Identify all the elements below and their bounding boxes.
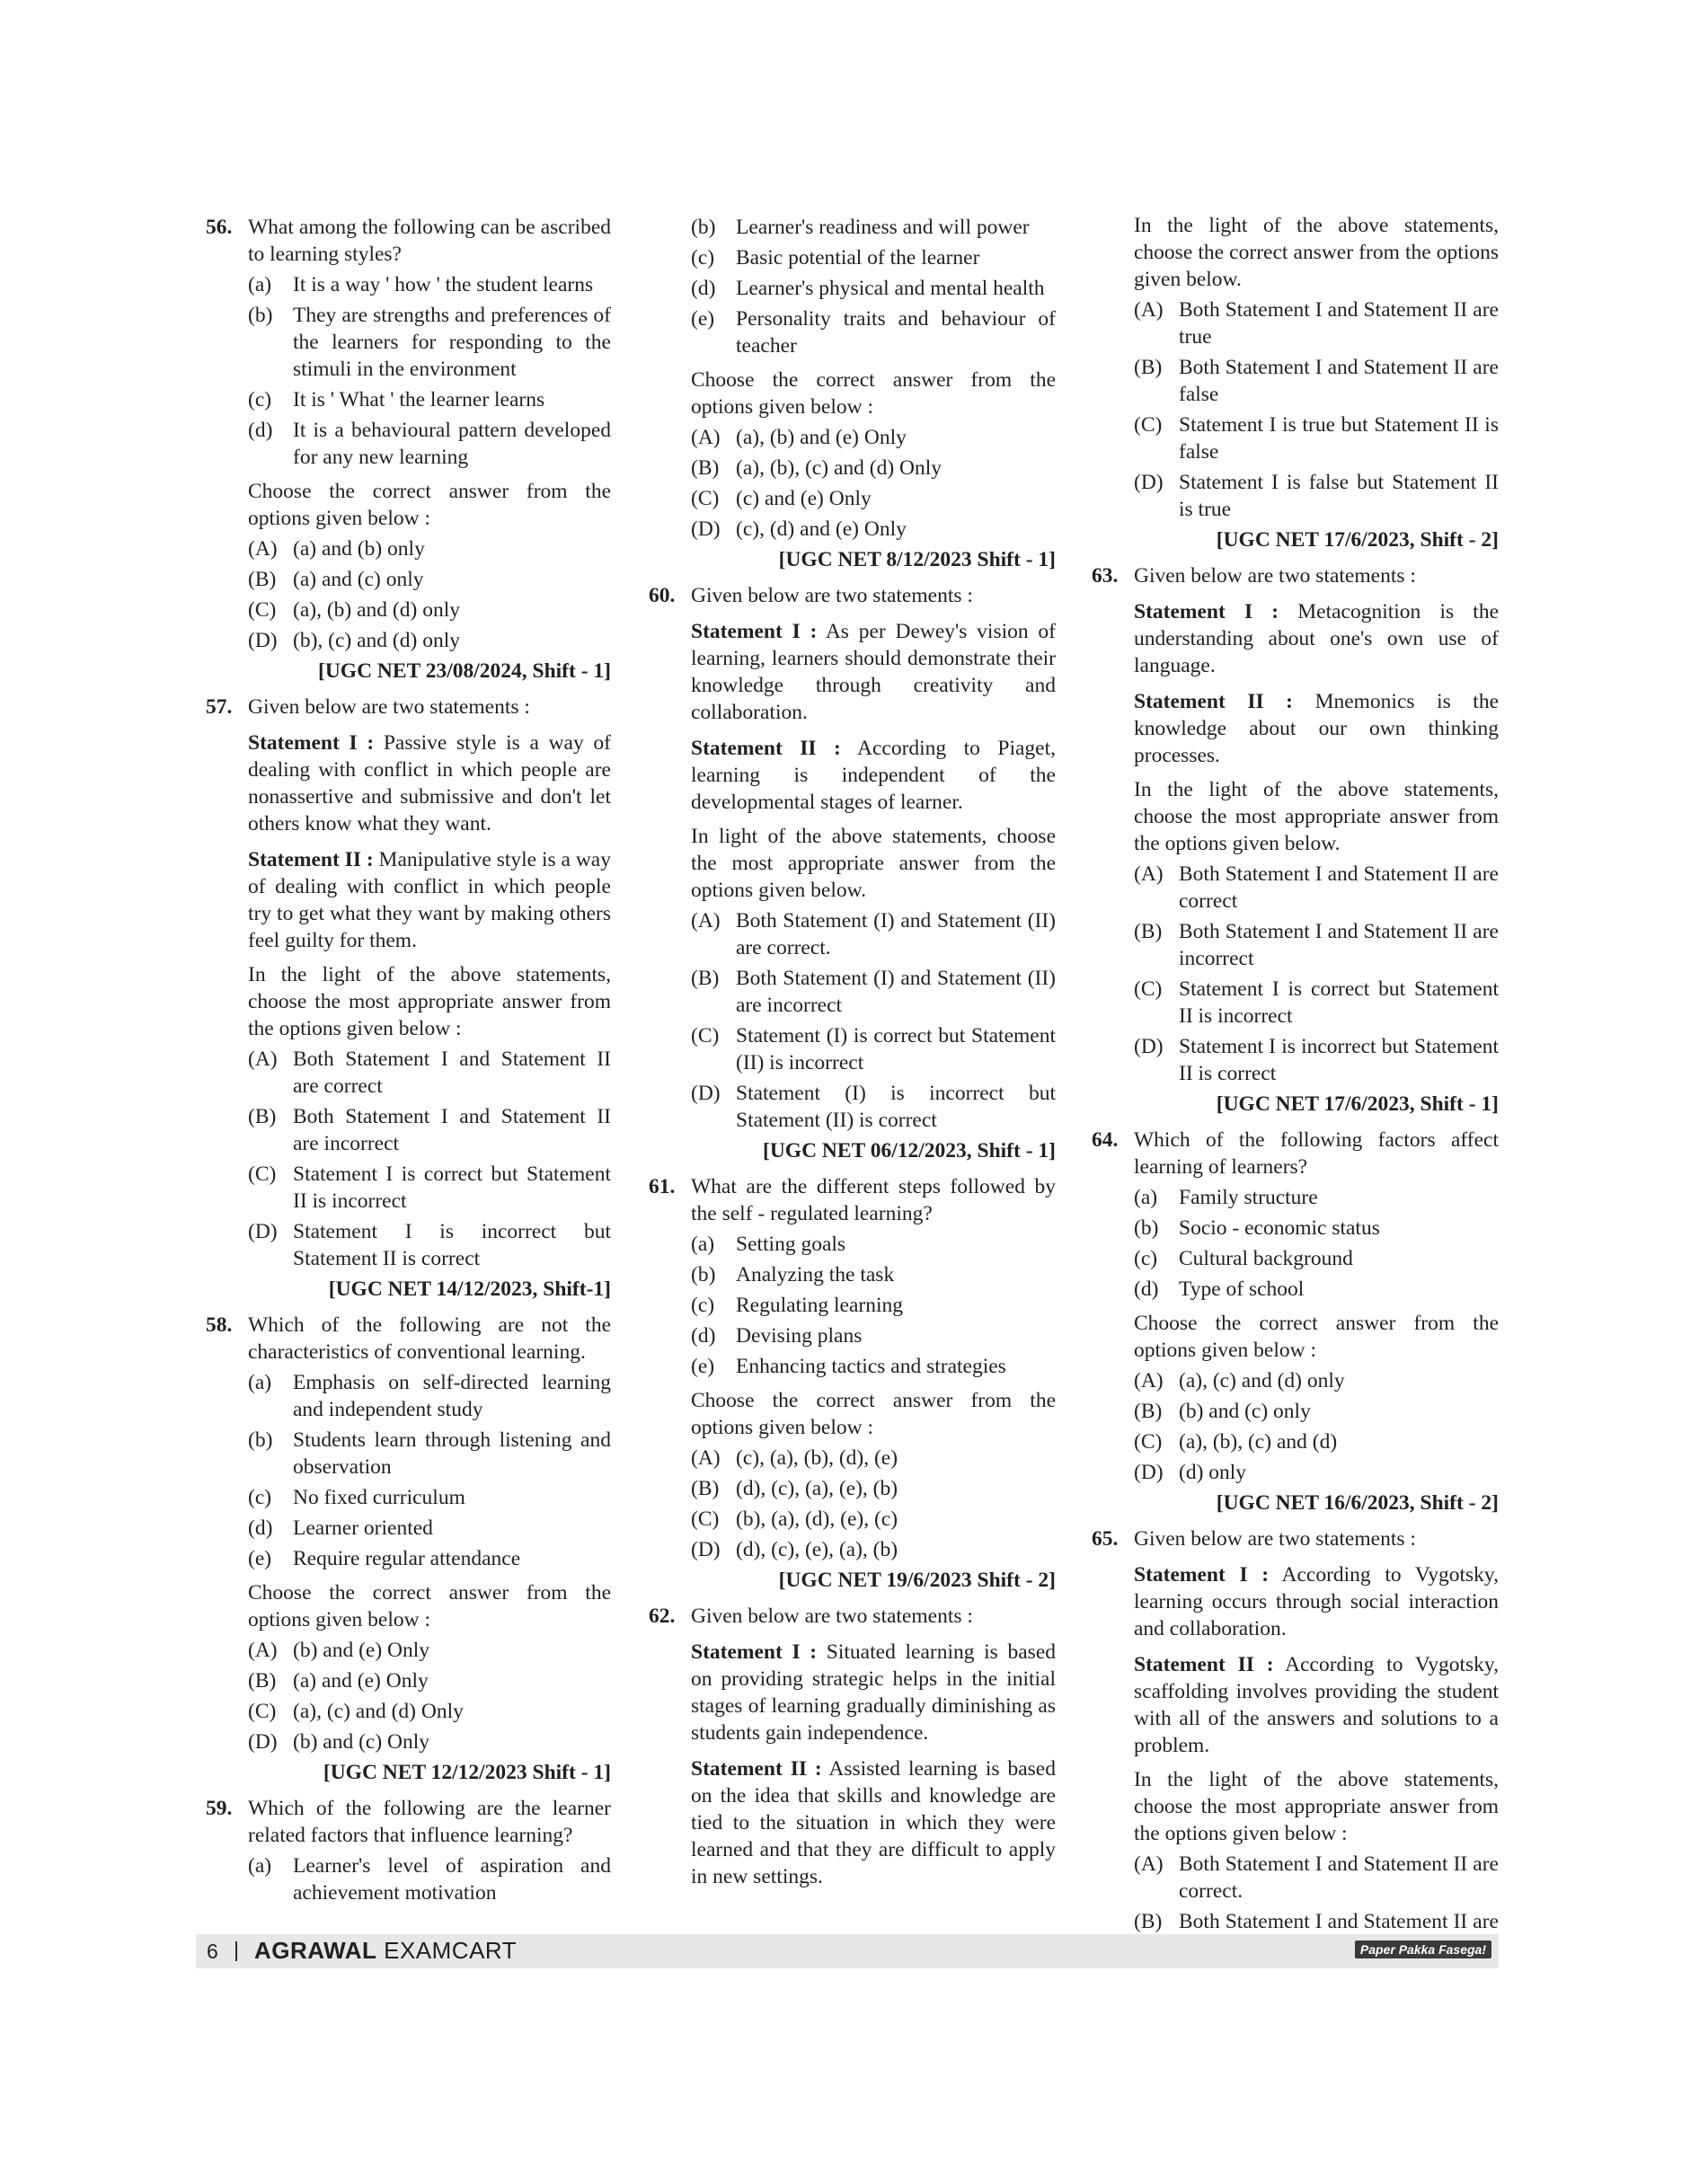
question-prompt: Choose the correct answer from the options given below :: [248, 480, 611, 530]
question-62-continued: [1087, 212, 1499, 553]
question-59: [201, 1795, 611, 1906]
answer-option: (B) (a) and (c) only: [248, 568, 424, 591]
list-item: (b) Learner's readiness and will power: [691, 216, 1030, 239]
list-item: (e) Personality traits and behaviour of teacher: [691, 307, 1056, 358]
question-text: Given below are two statements :: [248, 695, 530, 719]
question-text: Given below are two statements :: [1134, 1527, 1416, 1551]
question-prompt: In the light of the above statements, choose the most appropriate answer from the options given below :: [248, 963, 611, 1040]
question-62: [644, 1603, 1056, 1890]
question-number: 58.: [206, 1313, 233, 1337]
list-item: (b) Socio - economic status: [1134, 1216, 1380, 1240]
answer-option: (C) (c) and (e) Only: [691, 487, 872, 510]
answer-option: (C) (a), (b), (c) and (d): [1134, 1430, 1338, 1454]
answer-option: (B) (d), (c), (a), (e), (b): [691, 1477, 898, 1500]
brand-logo: AGRAWAL EXAMCART: [254, 1937, 518, 1964]
question-number: 60.: [649, 584, 676, 607]
answer-option: (A) Both Statement I and Statement II are true: [1134, 298, 1499, 349]
statement-1: Statement I : According to Vygotsky, learning occurs through social interaction and collaboration.: [1134, 1563, 1499, 1640]
answer-option: (A) Both Statement I and Statement II are correct: [1134, 862, 1499, 913]
question-prompt: In the light of the above statements, choose the most appropriate answer from the options given below :: [1134, 1768, 1499, 1845]
column-1: [201, 214, 611, 1915]
list-item: (b) They are strengths and preferences of the learners for responding to the stimuli in the environment: [248, 304, 611, 381]
tagline-badge: Paper Pakka Fasega!: [1355, 1940, 1491, 1958]
exam-reference: [UGC NET 16/6/2023, Shift - 2]: [1216, 1491, 1499, 1515]
answer-option: (C) (a), (b) and (d) only: [248, 598, 460, 622]
answer-option: (A) (a), (c) and (d) only: [1134, 1369, 1345, 1392]
list-item: (a) Learner's level of aspiration and achievement motivation: [248, 1854, 611, 1905]
list-item: (a) Setting goals: [691, 1233, 846, 1256]
list-item: (d) Learner's physical and mental health: [691, 277, 1045, 300]
answer-option: (A) (b) and (e) Only: [248, 1639, 430, 1662]
footer-separator: |: [234, 1938, 239, 1961]
question-prompt: Choose the correct answer from the options given below :: [248, 1581, 611, 1631]
answer-option: (B) Both Statement I and Statement II are incorrect: [248, 1105, 611, 1155]
question-58: [201, 1312, 611, 1786]
list-item: (d) It is a behavioural pattern developed for any new learning: [248, 419, 611, 469]
question-prompt: In the light of the above statements, choose the correct answer from the options given below.: [1134, 214, 1499, 291]
answer-option: (D) (c), (d) and (e) Only: [691, 517, 907, 541]
list-item: (d) Learner oriented: [248, 1516, 433, 1540]
question-text: Which of the following are the learner related factors that influence learning?: [248, 1797, 611, 1847]
question-number: 64.: [1092, 1128, 1119, 1152]
answer-option: (D) Statement I is false but Statement II is true: [1134, 471, 1499, 521]
question-text: What are the different steps followed by the self - regulated learning?: [691, 1175, 1056, 1225]
answer-option: (B) (a), (b), (c) and (d) Only: [691, 456, 942, 480]
list-item: (d) Devising plans: [691, 1324, 863, 1348]
list-item: (b) Analyzing the task: [691, 1263, 895, 1286]
question-prompt: In light of the above statements, choose the most appropriate answer from the options given below.: [691, 825, 1056, 902]
question-56: [201, 214, 611, 685]
answer-option: (B) Both Statement I and Statement II are: [1134, 1910, 1499, 1933]
list-item: (a) Family structure: [1134, 1186, 1318, 1209]
question-text: Given below are two statements :: [1134, 564, 1416, 588]
question-prompt: Choose the correct answer from the options given below :: [691, 1389, 1056, 1439]
answer-option: (C) Statement (I) is correct but Statement (II) is incorrect: [691, 1024, 1056, 1074]
exam-reference: [UGC NET 17/6/2023, Shift - 1]: [1216, 1092, 1499, 1116]
statement-2: Statement II : According to Vygotsky, scaffolding involves providing the student with all of the answers and solutions to a problem.: [1134, 1653, 1499, 1757]
page-number: 6: [207, 1940, 218, 1963]
question-prompt: Choose the correct answer from the options given below :: [1134, 1312, 1499, 1362]
question-text: Given below are two statements :: [691, 1604, 973, 1628]
exam-reference: [UGC NET 8/12/2023 Shift - 1]: [778, 548, 1056, 571]
answer-option: (D) Statement I is incorrect but Statement II is correct: [1134, 1035, 1499, 1085]
answer-option: (C) Statement I is true but Statement II is false: [1134, 413, 1499, 464]
answer-option: (D) (b) and (c) Only: [248, 1730, 430, 1754]
answer-option: (A) (a) and (b) only: [248, 537, 425, 561]
question-65: [1087, 1525, 1499, 1962]
question-64: [1087, 1127, 1499, 1516]
question-text: Given below are two statements :: [691, 584, 973, 607]
list-item: (c) No fixed curriculum: [248, 1486, 465, 1509]
answer-option: (D) (b), (c) and (d) only: [248, 629, 460, 652]
answer-option: (C) (a), (c) and (d) Only: [248, 1700, 464, 1723]
list-item: (c) Regulating learning: [691, 1294, 903, 1317]
statement-2: Statement II : Assisted learning is based on the idea that skills and knowledge are tied to the situation in which they were learned and that they are difficult to apply in new settings.: [691, 1757, 1056, 1888]
answer-option: (B) Both Statement (I) and Statement (II) are incorrect: [691, 967, 1056, 1017]
statement-2: Statement II : Mnemonics is the knowledge about our own thinking processes.: [1134, 690, 1499, 767]
question-number: 57.: [206, 695, 233, 719]
answer-option: (B) (b) and (c) only: [1134, 1400, 1311, 1423]
list-item: (d) Type of school: [1134, 1277, 1305, 1301]
answer-option: (A) (c), (a), (b), (d), (e): [691, 1446, 898, 1470]
question-number: 59.: [206, 1797, 233, 1820]
answer-option: (B) (a) and (e) Only: [248, 1669, 429, 1693]
statement-1: Statement I : Metacognition is the understanding about one's own use of language.: [1134, 600, 1499, 677]
answer-option: (C) Statement I is correct but Statement II is incorrect: [248, 1162, 611, 1213]
statement-1: Statement I : As per Dewey's vision of learning, learners should demonstrate their knowledge through creativity and collaboration.: [691, 620, 1056, 724]
list-item: (e) Require regular attendance: [248, 1547, 521, 1570]
question-number: 61.: [649, 1175, 676, 1198]
list-item: (a) Emphasis on self-directed learning and independent study: [248, 1371, 611, 1421]
question-number: 62.: [649, 1604, 676, 1628]
answer-option: (D) (d) only: [1134, 1461, 1247, 1484]
exam-reference: [UGC NET 23/08/2024, Shift - 1]: [318, 659, 611, 683]
question-prompt: Choose the correct answer from the options given below :: [691, 368, 1056, 419]
question-prompt: In the light of the above statements, choose the most appropriate answer from the options given below.: [1134, 778, 1499, 855]
question-63: [1087, 562, 1499, 1118]
statement-2: Statement II : Manipulative style is a way of dealing with conflict in which people try to get what they want by making others feel guilty for them.: [248, 848, 611, 952]
exam-reference: [UGC NET 17/6/2023, Shift - 2]: [1216, 528, 1499, 552]
answer-option: (B) Both Statement I and Statement II are incorrect: [1134, 920, 1499, 970]
list-item: (c) Cultural background: [1134, 1247, 1353, 1270]
question-59-continued: [644, 214, 1056, 573]
question-number: 63.: [1092, 564, 1119, 588]
answer-option: (D) Statement I is incorrect but Statement II is correct: [248, 1220, 611, 1270]
question-57: [201, 694, 611, 1303]
answer-option: (A) (a), (b) and (e) Only: [691, 426, 907, 449]
answer-option: (C) Statement I is correct but Statement II is incorrect: [1134, 977, 1499, 1028]
column-2: [644, 214, 1056, 1899]
list-item: (c) It is ' What ' the learner learns: [248, 388, 545, 411]
question-text: Which of the following are not the characteristics of conventional learning.: [248, 1313, 611, 1364]
list-item: (a) It is a way ' how ' the student learns: [248, 273, 594, 296]
question-61: [644, 1173, 1056, 1594]
question-text: Which of the following factors affect learning of learners?: [1134, 1128, 1499, 1179]
answer-option: (B) Both Statement I and Statement II are false: [1134, 356, 1499, 406]
question-number: 56.: [206, 216, 233, 239]
question-60: [644, 582, 1056, 1164]
statement-1: Statement I : Passive style is a way of dealing with conflict in which people are nonassertive and submissive and don't let others know what they want.: [248, 731, 611, 835]
statement-2: Statement II : According to Piaget, learning is independent of the developmental stages of learner.: [691, 737, 1056, 814]
column-3: [1087, 214, 1499, 1971]
answer-option: (A) Both Statement I and Statement II are correct.: [1134, 1852, 1499, 1903]
list-item: (c) Basic potential of the learner: [691, 246, 980, 270]
exam-reference: [UGC NET 14/12/2023, Shift-1]: [328, 1277, 611, 1301]
answer-option: (A) Both Statement I and Statement II are correct: [248, 1048, 611, 1098]
question-text: What among the following can be ascribed to learning styles?: [248, 216, 611, 266]
exam-reference: [UGC NET 06/12/2023, Shift - 1]: [763, 1139, 1056, 1162]
answer-option: (D) Statement (I) is incorrect but Statement (II) is correct: [691, 1082, 1056, 1132]
answer-option: (D) (d), (c), (e), (a), (b): [691, 1538, 898, 1561]
exam-reference: [UGC NET 12/12/2023 Shift - 1]: [323, 1761, 611, 1784]
exam-reference: [UGC NET 19/6/2023 Shift - 2]: [778, 1569, 1056, 1592]
page-footer: [196, 1934, 1499, 1968]
answer-option: (A) Both Statement (I) and Statement (II) are correct.: [691, 909, 1056, 959]
question-number: 65.: [1092, 1527, 1119, 1551]
list-item: (b) Students learn through listening and observation: [248, 1428, 611, 1479]
answer-option: (C) (b), (a), (d), (e), (c): [691, 1507, 898, 1531]
list-item: (e) Enhancing tactics and strategies: [691, 1355, 1006, 1378]
statement-1: Statement I : Situated learning is based on providing strategic helps in the initial stages of learning gradually diminishing as students gain independence.: [691, 1640, 1056, 1745]
